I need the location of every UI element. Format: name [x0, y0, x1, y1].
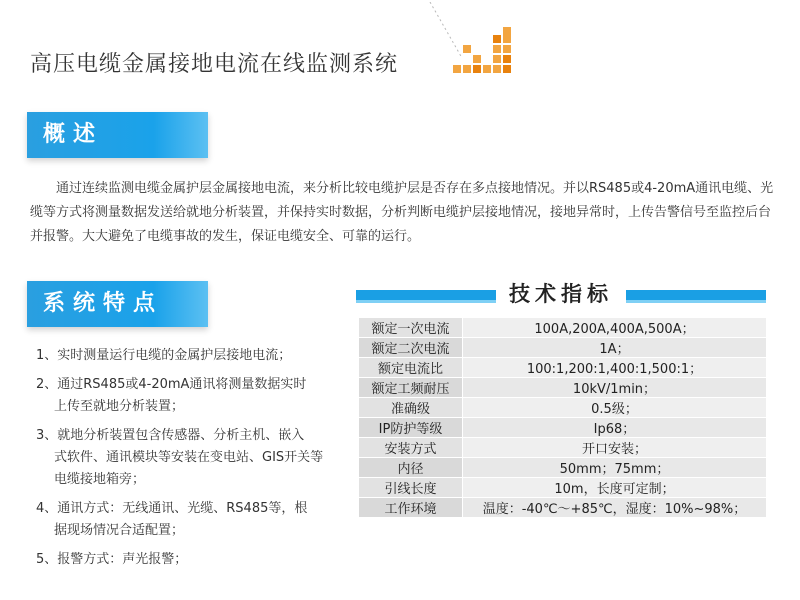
spec-value: 开口安装； — [463, 438, 767, 458]
overview-heading: 概述 — [27, 112, 208, 158]
spec-value: 0.5级； — [463, 398, 767, 418]
specs-heading: 技术指标 — [509, 282, 613, 306]
spec-value: 1A； — [463, 338, 767, 358]
list-item — [36, 549, 336, 571]
table-row — [359, 338, 766, 358]
feature-continuation: 上传至就地分析装置； — [54, 399, 185, 414]
spec-key: 准确级 — [359, 398, 463, 418]
spec-value: 温度：-40℃～+85℃，湿度：10%~98%； — [463, 498, 767, 518]
spec-key: 额定二次电流 — [359, 338, 463, 358]
spec-key: 安装方式 — [359, 438, 463, 458]
spec-key: 额定一次电流 — [359, 318, 463, 338]
spec-key: 工作环境 — [359, 498, 463, 518]
brand-logo-icon — [453, 27, 515, 75]
table-row — [359, 498, 766, 518]
specs-table — [359, 318, 766, 518]
spec-value: 50mm；75mm； — [463, 458, 767, 478]
spec-value: 10m，长度可定制； — [463, 478, 767, 498]
table-row — [359, 378, 766, 398]
specs-header-bar-right — [626, 290, 766, 303]
table-row — [359, 398, 766, 418]
spec-value: Ip68； — [463, 418, 767, 438]
specs-header-bar-left — [356, 290, 496, 303]
feature-line: 3、就地分析装置包含传感器、分析主机、嵌入 — [36, 428, 305, 443]
page-title: 高压电缆金属接地电流在线监测系统 — [30, 52, 399, 77]
spec-key: 引线长度 — [359, 478, 463, 498]
spec-value: 100A,200A,400A,500A； — [463, 318, 767, 338]
overview-paragraph: 通过连续监测电缆金属护层金属接地电流，来分析比较电缆护层是否存在多点接地情况。并以RS485或4-20mA通讯电缆、光缆等方式将测量数据发送给就地分析装置，并保持实时数据，分析判断电缆护层接地情况，接地异常时，上传告警信号至监控后台并报警。大大避免了电缆事故的发生，保证电缆安全、可靠的运行。 — [30, 181, 774, 244]
spec-value: 10kV/1min； — [463, 378, 767, 398]
features-heading: 系统特点 — [27, 281, 208, 327]
features-list — [36, 345, 336, 578]
feature-continuation: 式软件、通讯模块等安装在变电站、GIS开关等电缆接地箱旁； — [54, 450, 324, 487]
table-row — [359, 318, 766, 338]
specs-header — [356, 277, 766, 313]
table-row — [359, 438, 766, 458]
feature-line: 1、实时测量运行电缆的金属护层接地电流； — [36, 348, 292, 363]
feature-line: 4、通讯方式：无线通讯、光缆、RS485等，根 — [36, 501, 308, 516]
list-item — [36, 345, 336, 367]
spec-key: 额定工频耐压 — [359, 378, 463, 398]
spec-key: IP防护等级 — [359, 418, 463, 438]
table-row — [359, 358, 766, 378]
table-row — [359, 478, 766, 498]
feature-continuation: 据现场情况合适配置； — [54, 523, 185, 538]
spec-key: 额定电流比 — [359, 358, 463, 378]
table-row — [359, 418, 766, 438]
feature-line: 2、通过RS485或4-20mA通讯将测量数据实时 — [36, 377, 307, 392]
list-item — [36, 425, 336, 491]
table-row — [359, 458, 766, 478]
list-item — [36, 374, 336, 418]
spec-key: 内径 — [359, 458, 463, 478]
feature-line: 5、报警方式：声光报警； — [36, 552, 188, 567]
list-item — [36, 498, 336, 542]
spec-value: 100:1,200:1,400:1,500:1； — [463, 358, 767, 378]
